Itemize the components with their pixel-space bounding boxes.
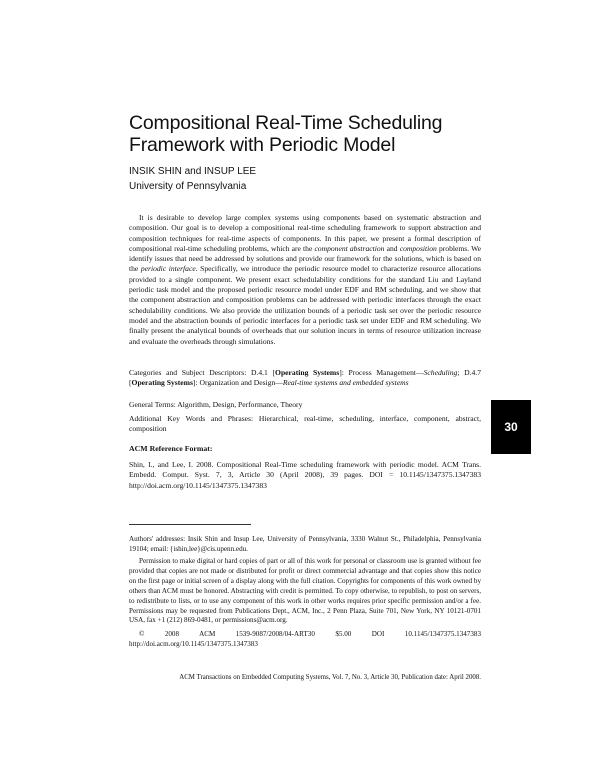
categories-text-1: ]: Process Management— — [339, 368, 424, 377]
categories-text-3: ]: Organization and Design— — [192, 378, 283, 388]
subject-descriptors — [129, 368, 481, 389]
abstract — [129, 213, 481, 347]
abstract-emphasis-2: composition — [399, 243, 437, 253]
author-addresses: Authors' addresses: Insik Shin and Insup Lee, University of Pennsylvania, 3330 Walnut St., Philadelphia, Pennsylvania 19104; email: {ishin,lee}@cis.upenn.edu. — [129, 535, 481, 553]
categories-label: Categories and Subject Descriptors: D.4.1 [ — [129, 368, 276, 377]
categories-italic-1: Scheduling — [423, 368, 458, 377]
reference-format-text: Shin, I., and Lee, I. 2008. Compositional Real-Time scheduling framework with periodic model. ACM Trans. Embedd. Comput. Syst. 7, 3, Article 30 (April 2008), 39 pages. DOI = 10.1145/1347375.1347383 http://doi.acm.org/10.1145/1347375.1347383 — [129, 460, 481, 490]
paper-title: Compositional Real-Time Scheduling Framework with Periodic Model — [129, 112, 443, 156]
abstract-emphasis-3: periodic interface — [140, 264, 196, 274]
abstract-text-2: and — [384, 243, 400, 253]
categories-bold-2: Operating Systems — [131, 378, 193, 388]
author-names: INSIK SHIN and INSUP LEE — [129, 166, 257, 177]
author-affiliation: University of Pennsylvania — [129, 181, 247, 192]
footnote-divider — [129, 524, 251, 525]
keywords: Additional Key Words and Phrases: Hierarchical, real-time, scheduling, interface, component, abstract, composition — [129, 414, 481, 434]
permission-notice: Permission to make digital or hard copies of part or all of this work for personal or classroom use is granted without fee provided that copies are not made or distributed for profit or direct commercial advantage and that copies show this notice on the first page or initial screen of a display along with the full citation. Copyrights for components of this work owned by others than ACM must be honored. Abstracting with credit is permitted. To copy otherwise, to republish, to post on servers, to redistribute to lists, or to use any component of this work in other works requires prior specific permission and/or a fee. Permissions may be requested from Publications Dept., ACM, Inc., 2 Penn Plaza, Suite 701, New York, NY 10121-0701 USA, fax +1 (212) 869-0481, or permissions@acm.org. — [129, 557, 481, 625]
general-terms: General Terms: Algorithm, Design, Performance, Theory — [129, 400, 303, 409]
copyright-notice: © 2008 ACM 1539-9087/2008/04-ART30 $5.00 DOI 10.1145/1347375.1347383 http://doi.acm.org/10.1145/1347375.1347383 — [129, 630, 481, 648]
abstract-text-3: problems. We identify issues that need be addressed by solutions and provide our framework for the solutions, which is based on the — [129, 243, 482, 274]
abstract-emphasis-1: component abstraction — [314, 243, 385, 253]
journal-footer: ACM Transactions on Embedded Computing Systems, Vol. 7, No. 3, Article 30, Publication date: April 2008. — [179, 674, 481, 681]
abstract-text-1: It is desirable to develop large complex systems using components based on systematic abstraction and composition. Our goal is to develop a compositional real-time scheduling framework to support abstraction and composition techniques for real-time aspects of components. In this paper, we present a formal description of compositional real-time scheduling problems, which are the — [129, 213, 481, 253]
categories-text-2: ; D.4.7 [ — [129, 368, 482, 388]
article-number-tab: 30 — [491, 400, 531, 454]
categories-italic-2: Real-time systems and embedded systems — [282, 378, 409, 388]
categories-bold-1: Operating Systems — [275, 368, 340, 377]
abstract-text-4: . Specifically, we introduce the periodic resource model to characterize resource allocations provided to a single component. We present exact schedulability conditions for the standard Liu and Layland periodic task model and the proposed periodic resource model under EDF and RM scheduling, and we show that the component abstraction and composition problems can be addressed with periodic interfaces through the exact schedulability conditions. We also provide the utilization bounds of a periodic task set over the periodic resource model and the abstraction bounds of periodic interfaces for a periodic task set under EDF and RM scheduling. We finally present the analytical bounds of overheads that our solution incurs in terms of resource utilization increase and evaluate the overheads through simulations. — [129, 264, 481, 346]
reference-format-heading: ACM Reference Format: — [129, 444, 213, 453]
